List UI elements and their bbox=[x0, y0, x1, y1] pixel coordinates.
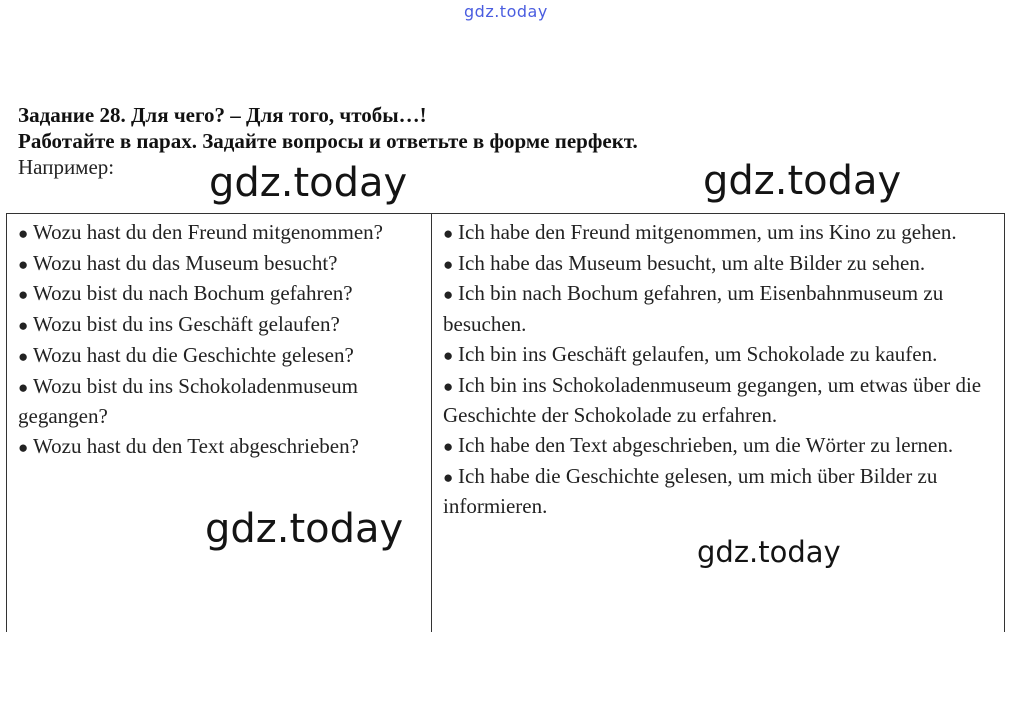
bullet-icon: ● bbox=[18, 346, 29, 366]
question-item: ● Wozu bist du nach Bochum gefahren? bbox=[18, 279, 427, 310]
watermark: gdz.today bbox=[209, 160, 408, 206]
answer-item: ● Ich habe die Geschichte gelesen, um mich über Bilder zu informieren. bbox=[443, 463, 938, 519]
task-instruction: Работайте в парах. Задайте вопросы и ответьте в форме перфект. bbox=[18, 129, 638, 153]
bullet-icon: ● bbox=[18, 437, 29, 457]
question-item: ● Wozu hast du den Text abgeschrieben? bbox=[18, 432, 427, 463]
watermark: gdz.today bbox=[697, 535, 841, 569]
example-label: Например: bbox=[18, 155, 115, 179]
bullet-icon: ● bbox=[443, 436, 454, 456]
bullet-icon: ● bbox=[443, 224, 454, 243]
watermark: gdz.today bbox=[205, 506, 404, 552]
question-item: ● Wozu hast du die Geschichte gelesen? bbox=[18, 341, 427, 372]
bullet-icon: ● bbox=[443, 467, 454, 487]
answer-item: ● Ich habe den Freund mitgenommen, um ins Kino zu gehen. bbox=[443, 218, 1000, 249]
question-item: ● Wozu bist du ins Geschäft gelaufen? bbox=[18, 310, 427, 341]
question-item: ● Wozu hast du das Museum besucht? bbox=[18, 249, 427, 280]
bullet-icon: ● bbox=[18, 316, 29, 336]
watermark: gdz.today bbox=[703, 158, 902, 204]
bullet-icon: ● bbox=[18, 224, 29, 243]
question-item: ● Wozu bist du ins Schokoladenmuseum gegangen? bbox=[18, 373, 358, 429]
task-title: Задание 28. Для чего? – Для того, чтобы…! bbox=[18, 103, 427, 127]
answer-item: ● Ich bin ins Schokoladenmuseum gegangen, um etwas über die Geschichte der Schokolade zu erfahren. bbox=[443, 372, 982, 428]
question-item: ● Wozu hast du den Freund mitgenommen? bbox=[18, 218, 427, 249]
bullet-icon: ● bbox=[18, 254, 29, 274]
bullet-icon: ● bbox=[443, 254, 454, 274]
answer-item: ● Ich habe den Text abgeschrieben, um die Wörter zu lernen. bbox=[443, 431, 1000, 462]
bullet-icon: ● bbox=[443, 285, 454, 305]
bullet-icon: ● bbox=[443, 345, 454, 365]
bullet-icon: ● bbox=[443, 376, 454, 396]
bullet-icon: ● bbox=[18, 377, 29, 397]
answer-item: ● Ich habe das Museum besucht, um alte Bilder zu sehen. bbox=[443, 249, 1000, 280]
task-heading bbox=[18, 102, 998, 180]
bullet-icon: ● bbox=[18, 285, 29, 305]
answers-column bbox=[432, 214, 1004, 632]
dialogue-table bbox=[6, 213, 1005, 632]
answer-item: ● Ich bin nach Bochum gefahren, um Eisenbahnmuseum zu besuchen. bbox=[443, 281, 944, 337]
answer-item: ● Ich bin ins Geschäft gelaufen, um Schokolade zu kaufen. bbox=[443, 340, 1000, 371]
top-watermark: gdz.today bbox=[464, 2, 548, 21]
questions-column bbox=[7, 214, 432, 632]
